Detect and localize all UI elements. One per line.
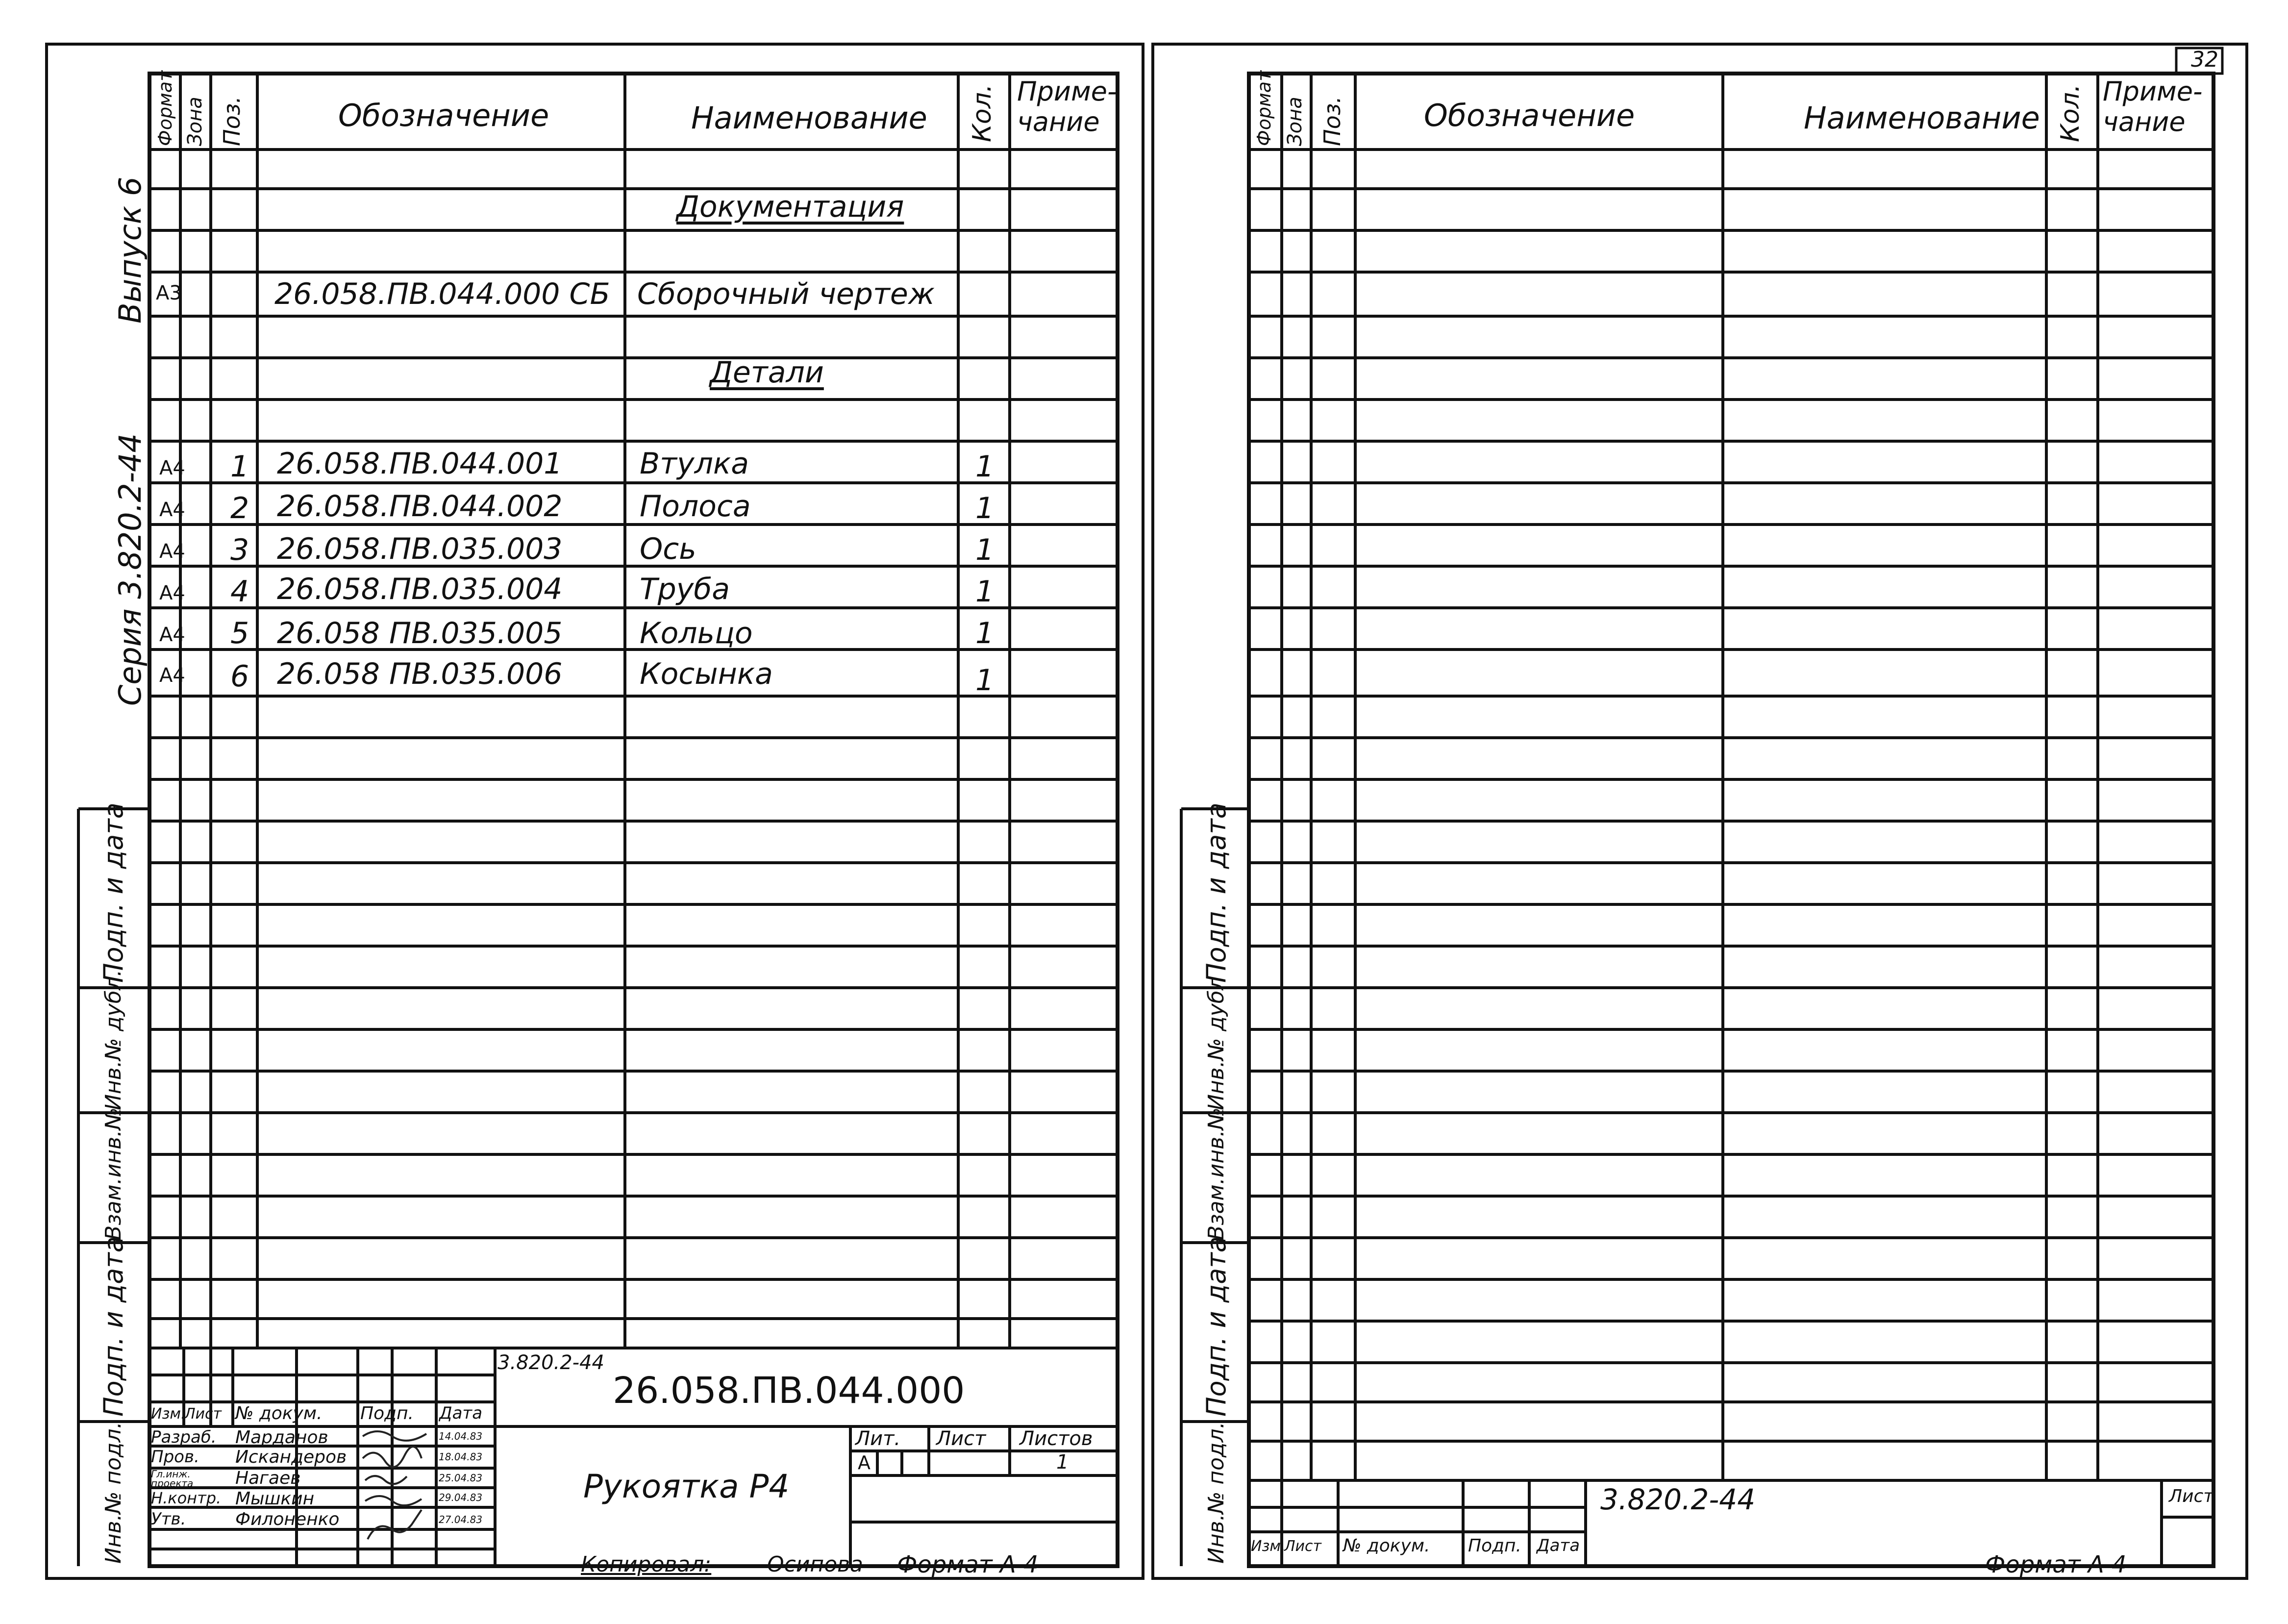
row-6-format: А4: [159, 664, 185, 687]
row-2-naimenovanie: Полоса: [640, 489, 751, 524]
tb-name-4: Филоненко: [235, 1509, 340, 1529]
tb-role-4: Утв.: [151, 1509, 186, 1529]
row-1-oboznachenie: 26.058.ПВ.044.001: [277, 447, 563, 481]
series-label: Серия 3.820.2-44: [112, 433, 148, 706]
row-3-poz: 3: [230, 533, 249, 567]
row-3-kol: 1: [975, 533, 995, 567]
format-label-left: Формат А 4: [897, 1551, 1039, 1578]
tb-name-3: Мышкин: [235, 1489, 315, 1509]
r-col-prim-1: Приме-: [2103, 76, 2203, 107]
row-5-poz: 5: [230, 616, 249, 650]
tb-product-name: Рукоятка Р4: [583, 1468, 790, 1505]
tb-h-izm: Изм.: [151, 1405, 186, 1423]
row-2-poz: 2: [230, 491, 249, 525]
col-prim-1: Приме-: [1017, 76, 1117, 107]
tb-name-0: Марданов: [235, 1427, 328, 1448]
kopiroval-name: Осипова: [767, 1552, 864, 1577]
r-col-zona: Зона: [1284, 97, 1306, 146]
r-h-data: Дата: [1537, 1536, 1580, 1555]
r-stamp-podp-data-2: Подп. и дата: [1201, 1236, 1232, 1417]
row-4-format: А4: [159, 582, 185, 604]
row-4-kol: 1: [975, 575, 995, 609]
tb-name-1: Искандеров: [235, 1447, 347, 1467]
tb-role-3: Н.контр.: [151, 1489, 222, 1507]
row-2-format: А4: [159, 499, 185, 521]
row-3-format: А4: [159, 540, 185, 563]
tb-role-2: Гл.инж. проекта: [151, 1468, 194, 1489]
row-3-naimenovanie: Ось: [640, 532, 696, 566]
row-2-oboznachenie: 26.058.ПВ.044.002: [277, 489, 563, 524]
stamp-podp-data-1: Подп. и дата: [98, 802, 129, 983]
row-5-kol: 1: [975, 616, 995, 650]
row-4-poz: 4: [230, 575, 249, 609]
tb-lit-label: Лит.: [855, 1427, 901, 1450]
r-stamp-inv-dubl: Инв.№ дубл: [1204, 976, 1229, 1110]
r-col-prim-2: чание: [2103, 106, 2186, 137]
row-4-oboznachenie: 26.058.ПВ.035.004: [277, 572, 563, 606]
stamp-podp-data-2: Подп. и дата: [98, 1236, 129, 1417]
r-col-poz: Поз.: [1319, 96, 1345, 146]
tb-h-podp: Подп.: [360, 1403, 414, 1424]
tb-series-code: 3.820.2-44: [497, 1351, 605, 1374]
r-stamp-podp-data-1: Подп. и дата: [1201, 802, 1232, 983]
section-documentation: Документация: [676, 190, 904, 224]
row-1-format: А4: [159, 457, 185, 479]
row-0-oboznachenie: 26.058.ПВ.044.000 СБ: [274, 277, 610, 311]
tb-date-2: 25.04.83: [439, 1472, 483, 1484]
tb-date-4: 27.04.83: [439, 1514, 483, 1525]
row-0-naimenovanie: Сборочный чертеж: [637, 277, 935, 311]
format-label-right: Формат А 4: [1985, 1551, 2127, 1578]
tb-role-0: Разраб.: [151, 1427, 217, 1447]
r-h-list: Лист: [1284, 1538, 1322, 1555]
kopiroval-label: Копировал:: [581, 1552, 712, 1577]
r-col-format: Формат: [1253, 70, 1275, 146]
row-5-naimenovanie: Кольцо: [640, 616, 753, 650]
row-6-poz: 6: [230, 659, 249, 694]
row-5-oboznachenie: 26.058 ПВ.035.005: [277, 616, 563, 650]
r-stamp-vzam-inv: Взам.инв.№: [1204, 1107, 1229, 1240]
section-details: Детали: [710, 355, 824, 390]
tb-lit-value: А: [858, 1452, 870, 1474]
row-3-oboznachenie: 26.058.ПВ.035.003: [277, 532, 563, 566]
col-zona: Зона: [184, 97, 206, 146]
tb-h-data: Дата: [439, 1403, 483, 1423]
tb-role-1: Пров.: [151, 1447, 199, 1467]
stamp-inv-dubl: Инв.№ дубл.: [101, 969, 126, 1110]
r-h-ndokum: № докум.: [1343, 1536, 1430, 1556]
stamp-vzam-inv: Взам.инв.№: [101, 1107, 126, 1240]
row-4-naimenovanie: Труба: [640, 572, 730, 606]
tb-list-label: Лист: [936, 1427, 986, 1450]
r-col-oboznachenie: Обозначение: [1424, 98, 1635, 133]
page-number: 32: [2191, 47, 2218, 72]
row-5-format: А4: [159, 624, 185, 646]
row-6-oboznachenie: 26.058 ПВ.035.006: [277, 657, 563, 691]
tb-name-2: Нагаев: [235, 1468, 301, 1488]
r-list-label: Лист: [2169, 1486, 2214, 1506]
col-prim-2: чание: [1017, 106, 1100, 137]
tb-listov-label: Листов: [1020, 1427, 1093, 1450]
tb-document-code: 26.058.ПВ.044.000: [613, 1370, 965, 1412]
r-col-kol: Кол.: [2056, 84, 2085, 142]
row-6-naimenovanie: Косынка: [640, 657, 773, 691]
tb-listov-value: 1: [1056, 1451, 1069, 1474]
tb-h-list: Лист: [184, 1405, 222, 1423]
tb-date-1: 18.04.83: [439, 1451, 483, 1463]
row-2-kol: 1: [975, 491, 995, 525]
row-0-format: А3: [156, 282, 182, 304]
col-kol: Кол.: [968, 84, 997, 142]
tb-date-3: 29.04.83: [439, 1492, 483, 1503]
r-series-code: 3.820.2-44: [1600, 1483, 1756, 1516]
issue-label: Выпуск 6: [112, 176, 148, 324]
r-h-izm: Изм.: [1251, 1538, 1286, 1555]
stamp-inv-podl: Инв.№ подл.: [101, 1422, 126, 1564]
row-6-kol: 1: [975, 663, 995, 698]
tb-date-0: 14.04.83: [439, 1430, 483, 1442]
r-stamp-inv-podl: Инв.№ подл.: [1204, 1422, 1229, 1564]
col-naimenovanie: Наименование: [691, 100, 927, 136]
row-1-naimenovanie: Втулка: [640, 447, 749, 481]
r-col-naimenovanie: Наименование: [1804, 100, 2040, 136]
row-1-kol: 1: [975, 450, 995, 484]
tb-h-ndokum: № докум.: [235, 1403, 323, 1424]
col-oboznachenie: Обозначение: [338, 98, 549, 133]
col-format: Формат: [154, 70, 176, 146]
r-h-podp: Подп.: [1468, 1536, 1521, 1556]
row-1-poz: 1: [230, 450, 249, 484]
col-poz: Поз.: [219, 96, 245, 146]
